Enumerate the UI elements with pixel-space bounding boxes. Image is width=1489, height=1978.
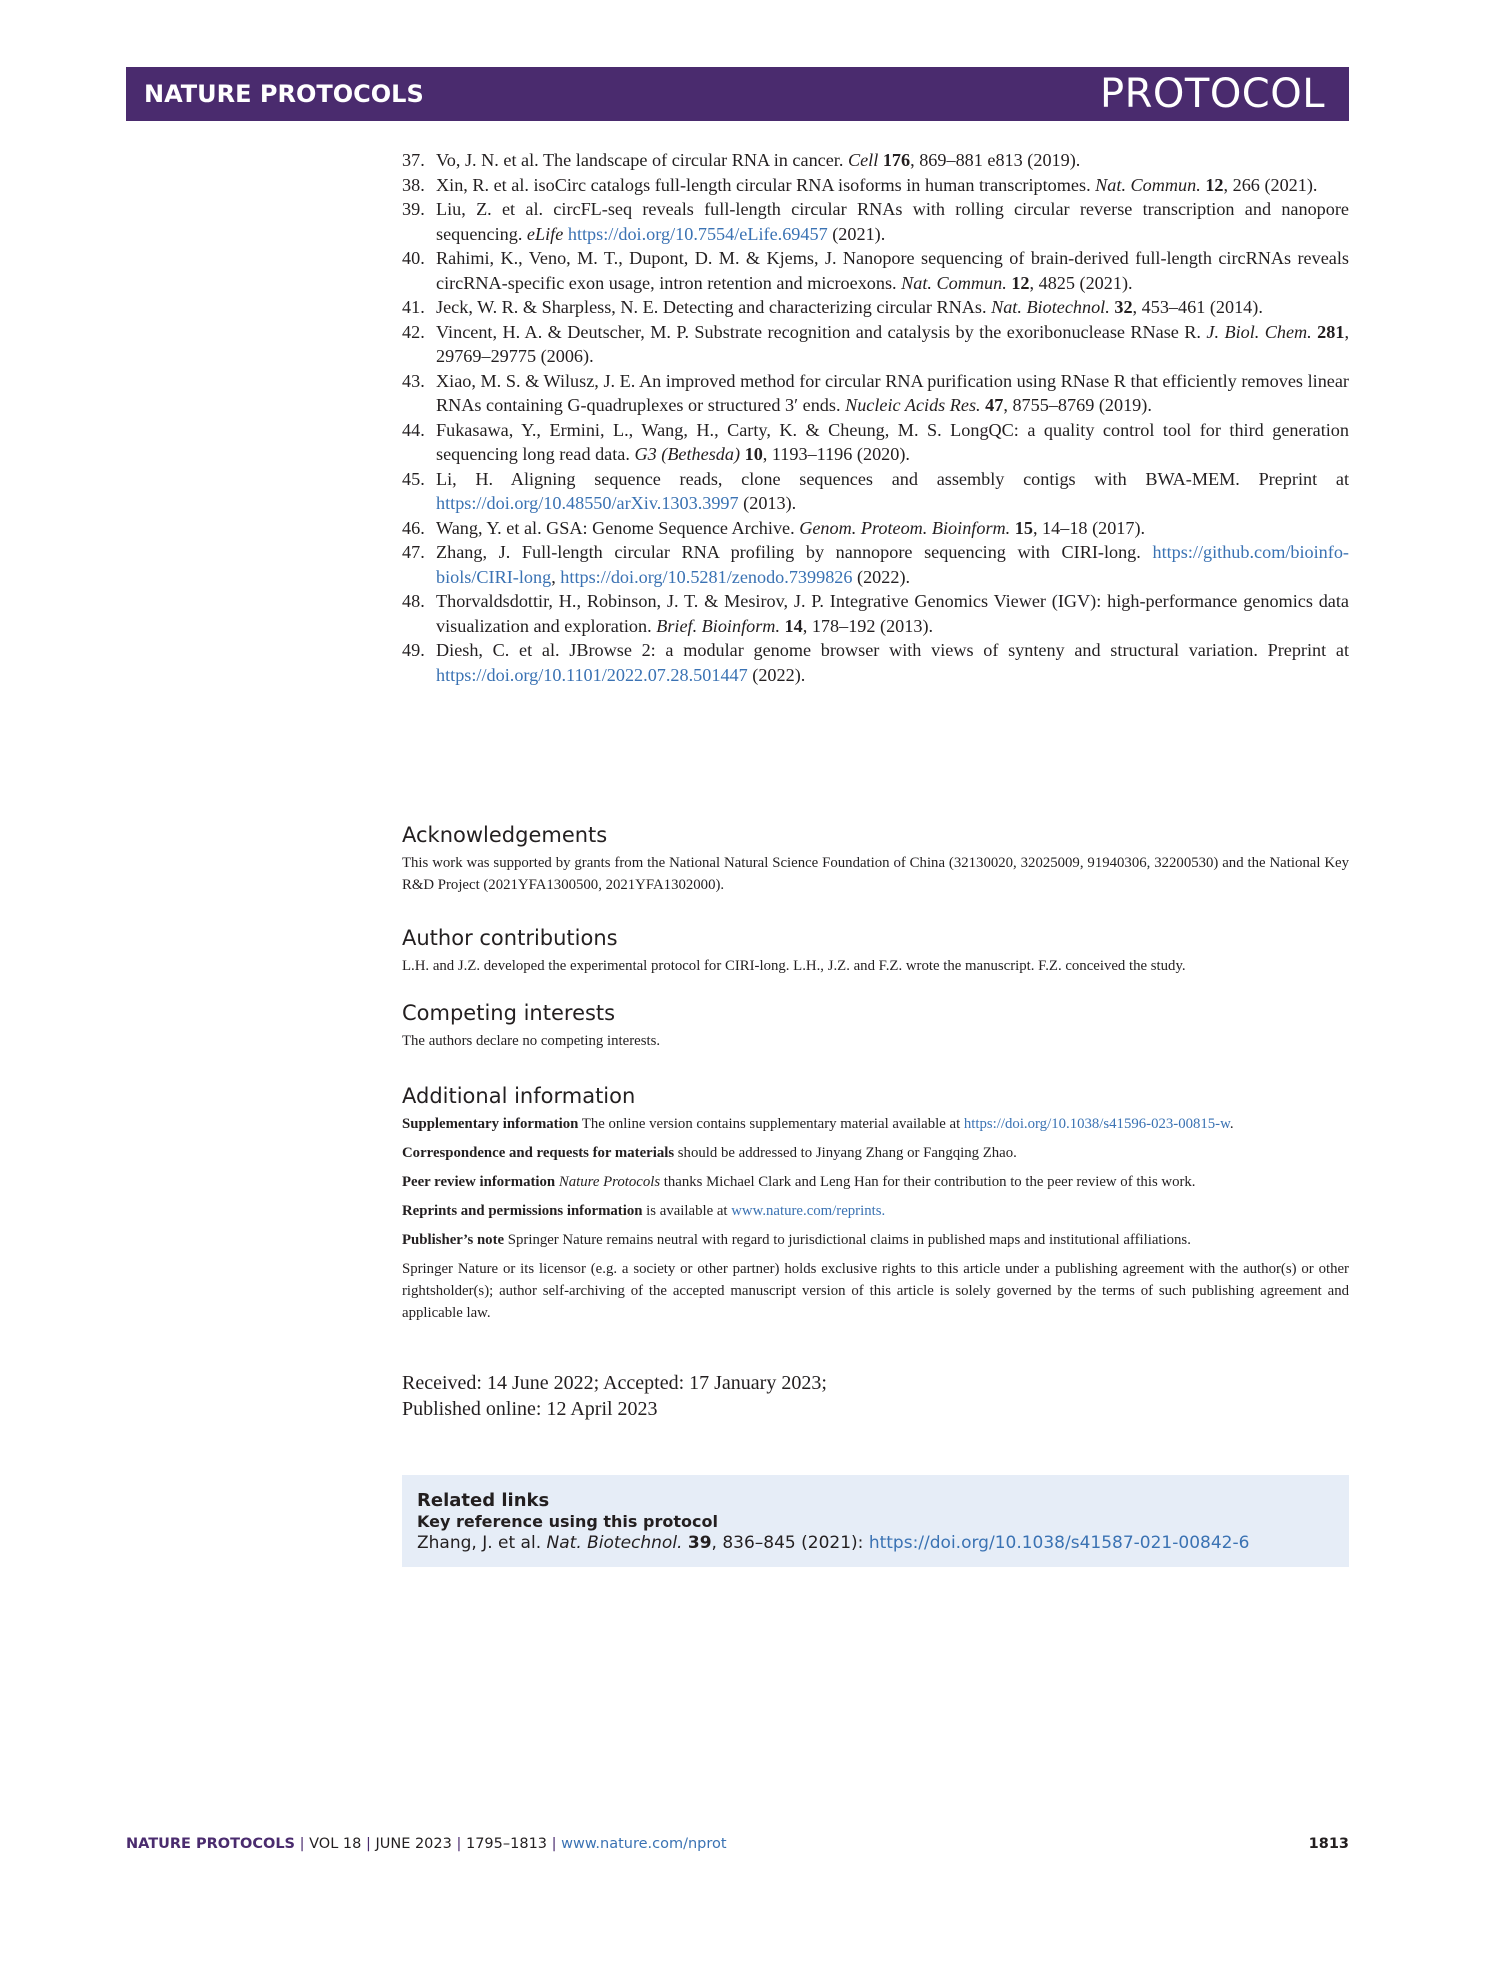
reference-journal: Genom. Proteom. Bioinform. (799, 517, 1011, 538)
reference-number: 49. (402, 640, 425, 660)
reference-number: 38. (402, 174, 425, 195)
related-ref-journal: Nat. Biotechnol. (546, 1533, 683, 1553)
reference-item (402, 173, 1349, 198)
reference-text: (2022). (852, 566, 911, 587)
reference-volume: 15 (1014, 517, 1033, 538)
reference-item (402, 467, 1349, 516)
reference-number: 40. (402, 248, 425, 268)
article-dates (402, 1370, 1349, 1422)
reference-text: , 29769–29775 (2006). (436, 321, 1349, 366)
reference-number: 37. (402, 150, 425, 170)
reference-link[interactable]: https://doi.org/10.48550/arXiv.1303.3997 (436, 493, 739, 513)
reference-number: 44. (402, 419, 425, 440)
reference-item (402, 418, 1349, 467)
reference-item (402, 516, 1349, 541)
reference-item (402, 638, 1349, 687)
page-footer (126, 1836, 1349, 1852)
reference-text: Liu, Z. et al. circFL-seq reveals full-length circular RNAs with rolling circular reverse transcription and nanopore sequencing. (436, 199, 1349, 244)
reference-number: 47. (402, 542, 425, 562)
footer-separator: | (451, 1836, 466, 1852)
reference-number: 48. (402, 591, 425, 611)
author-contributions-section (402, 926, 1349, 977)
reference-text: (2021). (827, 223, 886, 244)
footer-url[interactable]: www.nature.com/nprot (561, 1836, 727, 1852)
section-heading: Competing interests (402, 1001, 616, 1025)
reference-text: Xin, R. et al. isoCirc catalogs full-length circular RNA isoforms in human transcriptomes. (436, 174, 1096, 195)
info-text: The online version contains supplementary material available at (578, 1116, 964, 1132)
footer-journal: NATURE PROTOCOLS (126, 1836, 296, 1852)
reference-link[interactable]: https://doi.org/10.7554/eLife.69457 (567, 223, 828, 244)
footer-volume: VOL 18 (309, 1836, 362, 1852)
section-heading: Additional information (402, 1084, 636, 1108)
footer-citation (126, 1836, 727, 1852)
reference-number: 41. (402, 297, 425, 317)
related-ref-link[interactable]: https://doi.org/10.1038/s41587-021-00842-6 (868, 1533, 1250, 1553)
info-label: Peer review information (402, 1174, 556, 1190)
reference-text: , 266 (2021). (1223, 174, 1318, 195)
reference-text: , 4825 (2021). (1029, 272, 1133, 293)
page-header (126, 67, 1349, 121)
related-reference (417, 1532, 1334, 1555)
info-text: should be addressed to Jinyang Zhang or Fangqing Zhao. (674, 1145, 1017, 1161)
rights-statement: Springer Nature or its licensor (e.g. a society or other partner) holds exclusive rights to this article under a publishing agreement with the author(s) or other rightsholder(s); author self-archiving of the accepted manuscript version of this article is solely governed by the terms of such publishing agreement and applicable law. (402, 1261, 1349, 1321)
info-label: Reprints and permissions information (402, 1203, 643, 1219)
reference-journal: Nat. Commun. (1095, 174, 1201, 195)
journal-name: NATURE PROTOCOLS (144, 80, 424, 108)
reference-item (402, 369, 1349, 418)
related-ref-volume: 39 (687, 1533, 712, 1553)
supplementary-link[interactable]: https://doi.org/10.1038/s41596-023-00815-w (963, 1116, 1230, 1132)
info-text: Springer Nature remains neutral with regard to jurisdictional claims in published maps and institutional affiliations. (504, 1232, 1191, 1248)
reference-list (402, 148, 1349, 687)
reference-volume: 32 (1114, 297, 1133, 317)
reference-text: Vo, J. N. et al. The landscape of circular RNA in cancer. (436, 150, 848, 170)
page-number: 1813 (1308, 1836, 1349, 1852)
reference-journal: Nat. Biotechnol. (991, 297, 1110, 317)
reference-link[interactable]: https://github.com/bioinfo-biols/CIRI-long (436, 542, 1349, 587)
reference-item (402, 589, 1349, 638)
footer-pages: 1795–1813 (465, 1836, 548, 1852)
reference-text: (2022). (747, 664, 806, 685)
journal-name-italic: Nature Protocols (558, 1174, 661, 1190)
reference-item (402, 320, 1349, 369)
reference-volume: 10 (744, 444, 763, 464)
reference-volume: 176 (882, 150, 911, 170)
section-heading: Acknowledgements (402, 823, 608, 847)
reference-link[interactable]: https://doi.org/10.1101/2022.07.28.501447 (436, 664, 748, 685)
reference-journal: G3 (Bethesda) (634, 444, 741, 464)
related-ref-pages: , 836–845 (2021): (711, 1533, 869, 1553)
section-text: This work was supported by grants from the National Natural Science Foundation of China (32130020, 32025009, 91940306, 32200530) and the National Key R&D Project (2021YFA1300500, 2021YFA1302000). (402, 855, 1349, 893)
reference-journal: J. Biol. Chem. (1206, 321, 1312, 342)
related-links-box (402, 1475, 1349, 1567)
info-label: Publisher’s note (402, 1232, 505, 1248)
reference-text: Zhang, J. Full-length circular RNA profiling by nannopore sequencing with CIRI-long. (436, 542, 1153, 562)
published-date: Published online: 12 April 2023 (402, 1398, 658, 1420)
reference-text: Rahimi, K., Veno, M. T., Dupont, D. M. & Kjems, J. Nanopore sequencing of brain-derived full-length circRNAs reveals circRNA-specific exon usage, intron retention and microexons. (436, 248, 1349, 293)
related-ref-authors: Zhang, J. et al. (417, 1533, 547, 1553)
reference-journal: Cell (847, 150, 879, 170)
additional-information-section (402, 1084, 1349, 1331)
footer-separator: | (547, 1836, 562, 1852)
reference-text: Wang, Y. et al. GSA: Genome Sequence Archive. (436, 517, 800, 538)
info-label: Correspondence and requests for materials (402, 1145, 675, 1161)
reference-text: , 14–18 (2017). (1032, 517, 1146, 538)
reference-text: Diesh, C. et al. JBrowse 2: a modular genome browser with views of synteny and structural variation. Preprint at (436, 640, 1349, 660)
footer-separator: | (361, 1836, 376, 1852)
info-text: . (1229, 1116, 1234, 1132)
reference-text: Thorvaldsdottir, H., Robinson, J. T. & Mesirov, J. P. Integrative Genomics Viewer (IGV): high-performance genomics data visualization and exploration. (436, 591, 1349, 636)
reference-journal: Nat. Commun. (901, 272, 1007, 293)
reference-text: , (551, 566, 561, 587)
reference-text: Li, H. Aligning sequence reads, clone sequences and assembly contigs with BWA-MEM. Preprint at (436, 468, 1349, 489)
reference-item (402, 148, 1349, 173)
reference-volume: 12 (1011, 272, 1030, 293)
reference-text: Fukasawa, Y., Ermini, L., Wang, H., Carty, K. & Cheung, M. S. LongQC: a quality control tool for third generation sequencing long read data. (436, 419, 1349, 464)
reference-volume: 14 (784, 615, 803, 636)
reference-journal: Nucleic Acids Res. (845, 395, 981, 415)
info-label: Supplementary information (402, 1116, 579, 1132)
reference-number: 39. (402, 199, 425, 219)
reference-item (402, 197, 1349, 246)
reference-volume: 47 (985, 395, 1004, 415)
footer-date: JUNE 2023 (375, 1836, 452, 1852)
reference-text: , 1193–1196 (2020). (762, 444, 910, 464)
reference-text: , 453–461 (2014). (1132, 297, 1263, 317)
competing-interests-section (402, 1001, 1349, 1052)
reference-number: 45. (402, 468, 425, 489)
reprints-info (402, 1200, 1349, 1222)
reference-journal: eLife (526, 223, 564, 244)
section-text: The authors declare no competing interests. (402, 1033, 661, 1049)
reference-number: 46. (402, 517, 425, 538)
reference-text: , 869–881 e813 (2019). (910, 150, 1081, 170)
reference-text: (2013). (738, 493, 797, 513)
section-text: L.H. and J.Z. developed the experimental protocol for CIRI-long. L.H., J.Z. and F.Z. wrote the manuscript. F.Z. conceived the study. (402, 958, 1186, 974)
reference-item (402, 540, 1349, 589)
footer-separator: | (295, 1836, 310, 1852)
reference-text: Vincent, H. A. & Deutscher, M. P. Substrate recognition and catalysis by the exoribonuclease RNase R. (436, 321, 1207, 342)
reference-volume: 12 (1205, 174, 1224, 195)
article-type: PROTOCOL (1099, 71, 1325, 117)
reference-text: , 8755–8769 (2019). (1003, 395, 1152, 415)
received-accepted-dates: Received: 14 June 2022; Accepted: 17 January 2023; (402, 1372, 827, 1394)
reference-link[interactable]: https://doi.org/10.5281/zenodo.7399826 (560, 566, 853, 587)
info-text: thanks Michael Clark and Leng Han for their contribution to the peer review of this work. (660, 1174, 1196, 1190)
supplementary-info (402, 1113, 1349, 1135)
reference-text: Jeck, W. R. & Sharpless, N. E. Detecting and characterizing circular RNAs. (436, 297, 992, 317)
related-links-subtitle: Key reference using this protocol (417, 1512, 718, 1531)
section-heading: Author contributions (402, 926, 618, 950)
publisher-note (402, 1229, 1349, 1251)
reference-journal: Brief. Bioinform. (656, 615, 780, 636)
reference-text: , 178–192 (2013). (802, 615, 934, 636)
related-links-title: Related links (417, 1490, 550, 1511)
acknowledgements-section (402, 823, 1349, 896)
reference-number: 43. (402, 370, 425, 391)
peer-review-info (402, 1171, 1349, 1193)
reference-item (402, 295, 1349, 320)
reference-item (402, 246, 1349, 295)
correspondence-info (402, 1142, 1349, 1164)
reference-volume: 281 (1317, 321, 1345, 342)
reference-text: Xiao, M. S. & Wilusz, J. E. An improved method for circular RNA purification using RNase R that efficiently removes linear RNAs containing G-quadruplexes or structured 3′ ends. (436, 370, 1349, 415)
reprints-link[interactable]: www.nature.com/reprints. (731, 1203, 886, 1219)
info-text: is available at (642, 1203, 732, 1219)
reference-number: 42. (402, 321, 425, 342)
